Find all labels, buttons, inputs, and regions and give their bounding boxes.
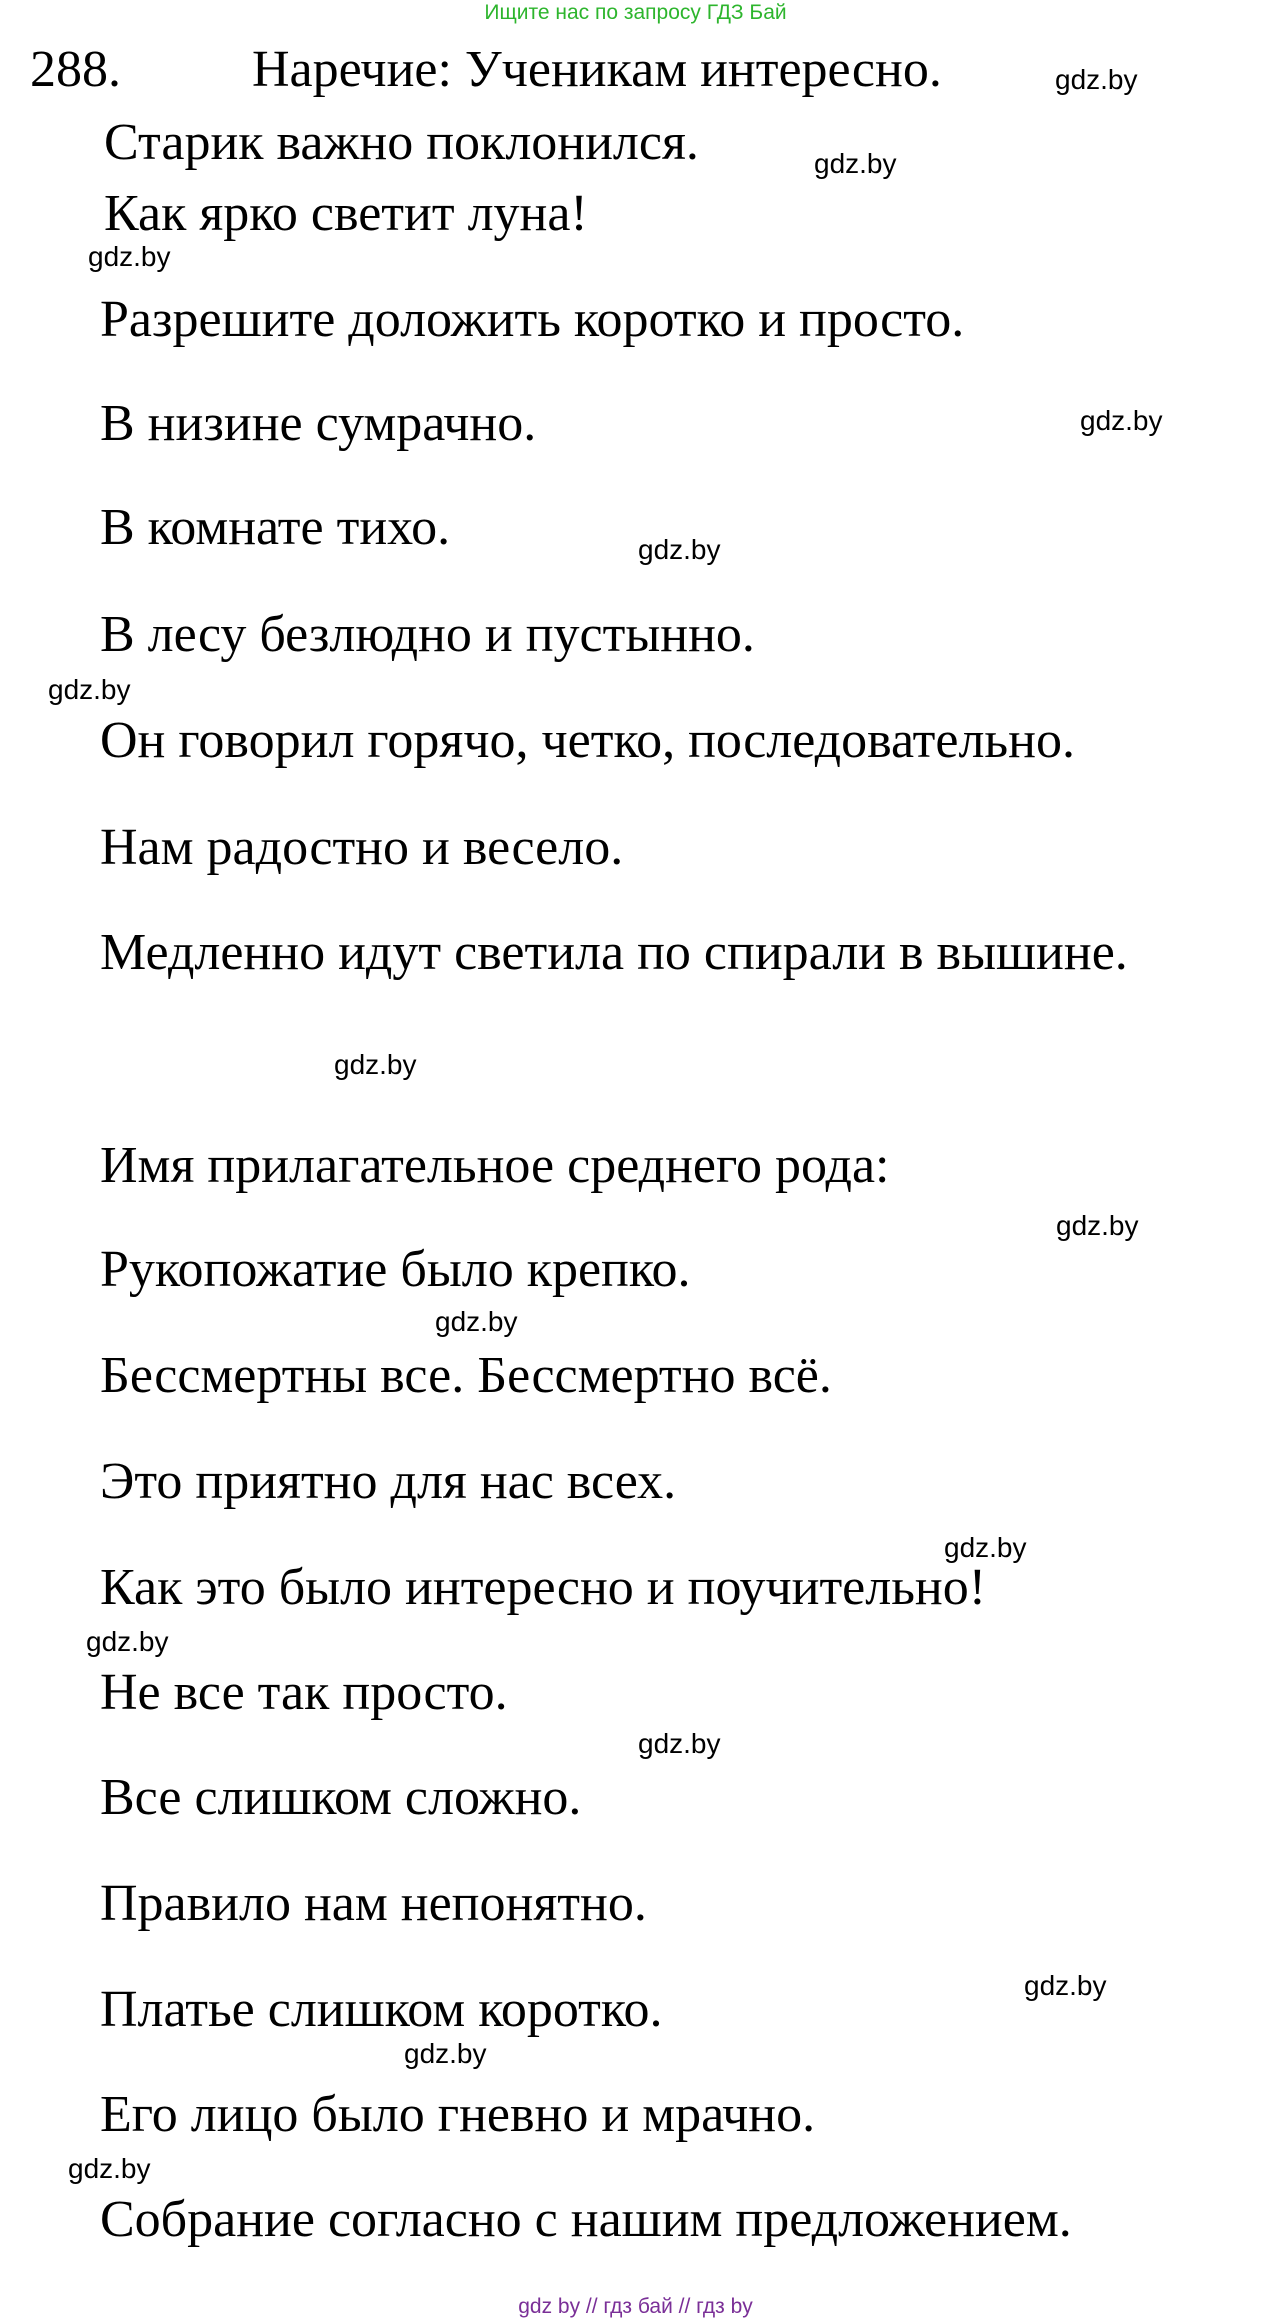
sentence-line: Платье слишком коротко. bbox=[100, 1981, 663, 2038]
sentence-line: Медленно идут светила по спирали в вышине. bbox=[100, 924, 1128, 981]
watermark: gdz.by bbox=[1056, 1210, 1139, 1241]
sentence-line: Как ярко светит луна! bbox=[104, 185, 588, 242]
watermark: gdz.by bbox=[48, 674, 131, 705]
watermark: gdz.by bbox=[404, 2038, 487, 2069]
watermark: gdz.by bbox=[86, 1626, 169, 1657]
adjective-heading: Имя прилагательное среднего рода: bbox=[100, 1137, 890, 1194]
sentence-line: Бессмертны все. Бессмертно всё. bbox=[100, 1347, 832, 1404]
sentence-line: В лесу безлюдно и пустынно. bbox=[100, 606, 755, 663]
watermark: gdz.by bbox=[88, 241, 171, 272]
watermark: gdz.by bbox=[1024, 1970, 1107, 2001]
footer-links: gdz by // гдз бай // гдз by bbox=[518, 2295, 753, 2318]
sentence-line: В комнате тихо. bbox=[100, 499, 451, 556]
sentence-line: Правило нам непонятно. bbox=[100, 1875, 647, 1932]
sentence-line: Не все так просто. bbox=[100, 1664, 508, 1721]
sentence-line: Нам радостно и весело. bbox=[100, 819, 624, 876]
watermark: gdz.by bbox=[814, 148, 897, 179]
sentence-line: Разрешите доложить коротко и просто. bbox=[100, 291, 965, 348]
watermark: gdz.by bbox=[435, 1306, 518, 1337]
sentence-line: Все слишком сложно. bbox=[100, 1769, 582, 1826]
sentence-line: Старик важно поклонился. bbox=[104, 114, 699, 171]
sentence-line: Его лицо было гневно и мрачно. bbox=[100, 2086, 816, 2143]
watermark: gdz.by bbox=[68, 2153, 151, 2184]
sentence-line: Это приятно для нас всех. bbox=[100, 1453, 677, 1510]
search-hint-banner: Ищите нас по запросу ГДЗ Бай bbox=[484, 1, 787, 24]
adverb-intro: Наречие: Ученикам интересно. bbox=[252, 41, 942, 98]
watermark: gdz.by bbox=[638, 1728, 721, 1759]
sentence-line: Собрание согласно с нашим предложением. bbox=[100, 2191, 1072, 2248]
sentence-line: В низине сумрачно. bbox=[100, 395, 537, 452]
watermark: gdz.by bbox=[334, 1049, 417, 1080]
sentence-line: Рукопожатие было крепко. bbox=[100, 1241, 691, 1298]
watermark: gdz.by bbox=[638, 534, 721, 565]
sentence-line: Он говорил горячо, четко, последовательно. bbox=[100, 712, 1075, 769]
watermark: gdz.by bbox=[944, 1532, 1027, 1563]
watermark: gdz.by bbox=[1055, 64, 1138, 95]
exercise-number: 288. bbox=[30, 41, 121, 98]
sentence-line: Как это было интересно и поучительно! bbox=[100, 1559, 987, 1616]
watermark: gdz.by bbox=[1080, 405, 1163, 436]
